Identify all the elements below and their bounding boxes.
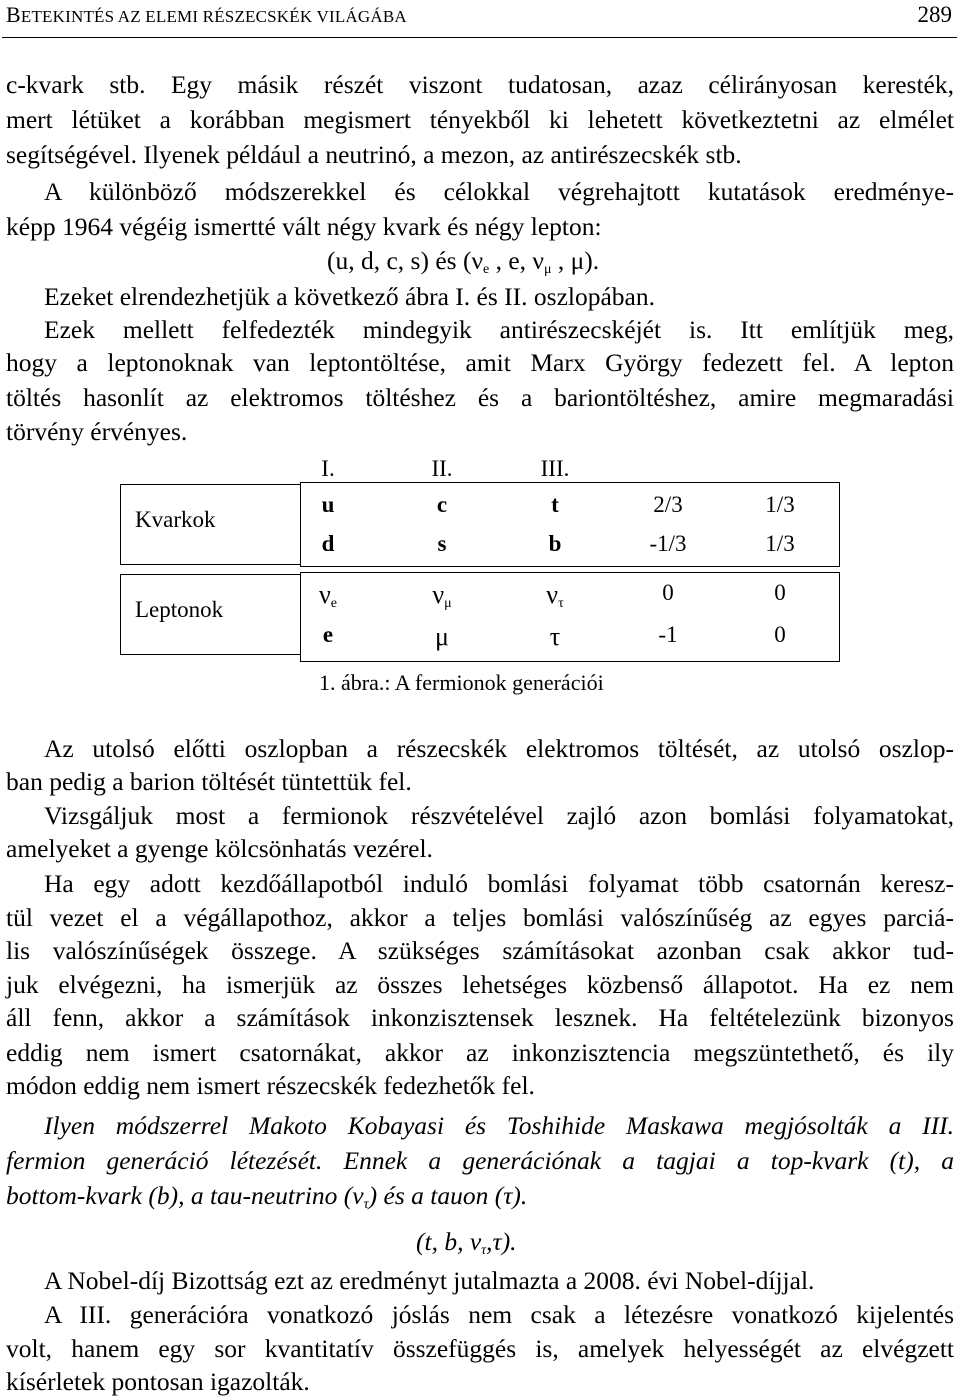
text-line: eddig nem ismert csatornákat, akkor az inkonzisztencia megszüntethető, és ily: [6, 1038, 954, 1067]
header-initial: B: [6, 2, 21, 27]
lepton-cell: τ: [549, 622, 561, 651]
lepton-cell: $\nu_\tau$: [546, 580, 564, 611]
italic-line: fermion generáció létezését. Ennek a generációnak a tagjai a top-kvark (t), a: [6, 1146, 954, 1175]
header-title: ETEKINTÉS AZ ELEMI RÉSZECSKÉK VILÁGÁBA: [20, 7, 407, 26]
baryon-charge-cell: 1/3: [765, 531, 795, 556]
lepton-cell: e: [322, 622, 334, 647]
figure-caption: 1. ábra.: A fermionok generációi: [319, 670, 604, 695]
text-line: Ezeket elrendezhetjük a következő ábra I. és II. oszlopában.: [44, 282, 655, 311]
quark-cell: t: [551, 492, 559, 517]
quark-label: Kvarkok: [135, 507, 216, 532]
italic-line: bottom-kvark (b), a tau-neutrino $(\nu_\tau)$ és a tauon (τ).: [6, 1181, 528, 1212]
text-line: Vizsgáljuk most a fermionok részvételével zajló azon bomlási folyamatokat,: [44, 801, 954, 830]
running-header: [6, 2, 407, 28]
text-line: amelyeket a gyenge kölcsönhatás vezérel.: [6, 834, 433, 863]
text-line: kísérletek pontosan igazolták.: [6, 1367, 310, 1396]
column-header: II.: [431, 456, 453, 481]
italic-line: Ilyen módszerrel Makoto Kobayasi és Toshihide Maskawa megjósolták a III.: [44, 1111, 954, 1140]
text-line: törvény érvényes.: [6, 417, 188, 446]
charge-cell: -1/3: [649, 531, 687, 556]
quark-box: [300, 482, 840, 567]
column-header: I.: [321, 456, 335, 481]
text-line: Az utolsó előtti oszlopban a részecskék elektromos töltését, az utolsó oszlop-: [44, 734, 954, 763]
text-line: Ezek mellett felfedezték mindegyik antirészecskéjét is. Itt említjük meg,: [44, 315, 954, 344]
formula-third-generation: (t, b, $\nu_\tau,\tau$).: [416, 1227, 517, 1258]
text-line: Ha egy adott kezdőállapotból induló bomlási folyamat több csatornán keresz-: [44, 869, 954, 898]
baryon-charge-cell: 0: [774, 580, 786, 605]
charge-cell: 0: [662, 580, 674, 605]
baryon-charge-cell: 0: [774, 622, 786, 647]
quark-cell: c: [436, 492, 448, 517]
lepton-cell: $\nu_e$: [319, 580, 337, 611]
charge-cell: 2/3: [653, 492, 683, 517]
text-line: juk elvégezni, ha ismerjük az összes lehetséges közbenső állapotot. Ha ez nem: [6, 970, 954, 999]
lepton-box: [300, 572, 840, 662]
charge-cell: -1: [658, 622, 678, 647]
quark-cell: b: [548, 531, 562, 556]
baryon-charge-cell: 1/3: [765, 492, 795, 517]
quark-cell: d: [321, 531, 335, 556]
lepton-label: Leptonok: [135, 597, 224, 622]
column-header: III.: [540, 456, 570, 481]
text-line: módon eddig nem ismert részecskék fedezhetők fel.: [6, 1071, 535, 1100]
text-line: c-kvark stb. Egy másik részét viszont tudatosan, azaz célirányosan keresték,: [6, 70, 954, 99]
text-line: segítségével. Ilyenek például a neutrinó, a mezon, az antirészecskék stb.: [6, 140, 742, 169]
text-line: hogy a leptonoknak van leptontöltése, amit Marx György fedezett fel. A lepton: [6, 348, 954, 377]
text-line: ban pedig a barion töltését tüntettük fel.: [6, 767, 412, 796]
text-line: tül vezet el a végállapothoz, akkor a teljes bomlási valószínűség az egyes parciá-: [6, 903, 954, 932]
lepton-cell: $\nu_\mu$: [432, 580, 452, 611]
formula-quarks-leptons: (u, d, c, s) és ($\nu_e$ , e, $\nu_\mu$ , μ).: [327, 246, 600, 277]
header-rule: [2, 37, 957, 38]
page-number: 289: [917, 2, 952, 27]
quark-cell: s: [437, 531, 447, 556]
text-line: A különböző módszerekkel és célokkal végrehajtott kutatások eredménye-: [44, 177, 954, 206]
text-line: áll fenn, akkor a számítások inkonzisztensek lesznek. Ha feltételezünk bizonyos: [6, 1003, 954, 1032]
quark-cell: u: [321, 492, 335, 517]
text-line: mert létüket a korábban megismert tényekből ki lehetett következtetni az elmélet: [6, 105, 954, 134]
lepton-cell: μ: [435, 622, 449, 651]
text-line: A Nobel-díj Bizottság ezt az eredményt jutalmazta a 2008. évi Nobel-díjjal.: [44, 1266, 815, 1295]
text-line: volt, hanem egy sor kvantitatív összefüggés is, amelyek helyességét az elvégzett: [6, 1334, 954, 1363]
text-line: A III. generációra vonatkozó jóslás nem csak a létezésre vonatkozó kijelentés: [44, 1300, 954, 1329]
text-line: lis valószínűségek összege. A szükséges számításokat azonban csak akkor tud-: [6, 936, 954, 965]
text-line: képp 1964 végéig ismertté vált négy kvark és négy lepton:: [6, 212, 602, 241]
text-line: töltés hasonlít az elektromos töltéshez és a bariontöltéshez, amire megmaradási: [6, 383, 954, 412]
